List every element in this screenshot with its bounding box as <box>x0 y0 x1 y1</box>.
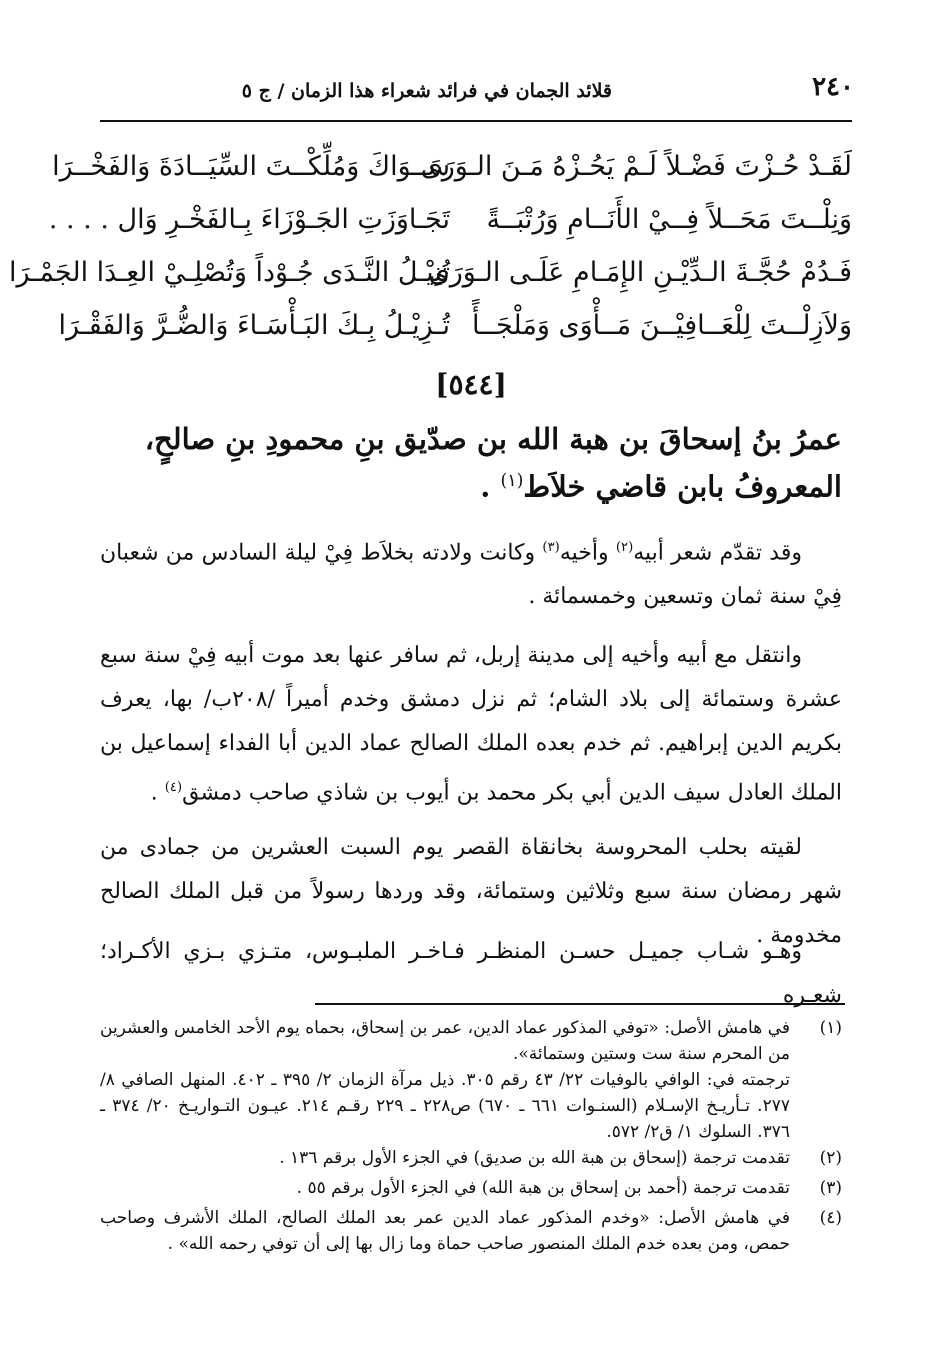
paragraph-text: لقيته بحلب المحروسة بخانقاة القصر يوم السبت العشرين من جمادى من شهر رمضان سنة سبع وثلاثين وستمائة، وقد وردها رسولاً من قبل الملك الصالح مخدومة . <box>100 835 842 948</box>
entry-title-line-2 <box>122 460 842 508</box>
poem-verse <box>58 299 852 352</box>
header-rule <box>100 120 852 122</box>
verse-first-hemistich: وَلاَزِلْــتَ لِلْعَــافِيْــنَ مَــأْوَى وَمَلْجَــأً <box>471 310 852 341</box>
paragraph-text <box>100 526 842 619</box>
poem-verse <box>48 193 852 246</box>
running-title: قلائد الجمان في فرائد شعراء هذا الزمان / ج ٥ <box>241 80 612 102</box>
entry-title-line-1: عمرُ بنُ إسحاقَ بن هبة الله بن صدّيق بنِ محمودِ بنِ صالحٍ، <box>144 422 842 456</box>
footnote-text: في هامش الأصل: «توفي المذكور عماد الدين، عمر بن إسحاق، بحماه يوم الأحد الخامس والعشرين من المحرم سنة ست وستين وستمائة». <box>100 1018 790 1064</box>
verse-first-hemistich: وَنِلْــتَ مَحَــلاً فِــيْ الأَنَــامِ وَرُتْبَــةً <box>486 204 852 235</box>
footnote-row <box>100 1015 842 1067</box>
footnote-ref: (٣) <box>542 540 560 555</box>
text-run: وأخيه <box>559 540 616 566</box>
entry-number: [٥٤٤] <box>435 368 507 401</box>
verse-second-hemistich: تُـزِيْـلُ بِـكَ البَـأْسَـاءَ وَالضُّـرَّ وَالفَقْـرَا <box>58 310 450 341</box>
entry-title <box>122 418 842 508</box>
footnote-text: في هامش الأصل: «وخدم المذكور عماد الدين عمر بعد الملك الصالح، الملك الأشرف وصاحب حمص، ومن بعده خدم الملك المنصور صاحب حماة وما زال بها إلى أن توفي رحمه الله» . <box>100 1208 790 1254</box>
text-run: . <box>150 780 165 806</box>
paragraph-text <box>100 634 842 815</box>
footnote-continuation: ترجمته في: الوافي بالوفيات ٢٢/ ٤٣ رقم ٣٠٥. ذيل مرآة الزمان ٢/ ٣٩٥ ـ ٤٠٢. المنهل الصافي ٨/ ٢٧٧. تـأريـخ الإسـلام (السنـوات ٦٦١ ـ ٦٧٠) ص٢٢٨ ـ ٢٢٩ رقـم ٢١٤. عيـون التـواريـخ ٢٠/ ٣٧٤ ـ ٣٧٦. السلوك ١/ ق٢/ ٥٧٢. <box>100 1070 790 1142</box>
footnote-ref: (٢) <box>615 540 634 555</box>
footnote <box>100 1175 842 1201</box>
paragraph-text: وهـو شـاب جميـل حسـن المنظـر فـاخـر الملبـوس، متـزي بـزي الأكـراد؛ شعـره <box>100 939 842 1008</box>
footnote <box>100 1015 842 1145</box>
footnote <box>100 1145 842 1171</box>
poem <box>9 140 852 352</box>
text-run: وانتقل مع أبيه وأخيه إلى مدينة إربل، ثم سافر عنها بعد موت أبيه فِيْ سنة سبع عشرة وستمائة إلى بلاد الشام؛ ثم نزل دمشق وخدم أميراً /٢٠٨ب/ بها، يعرف بكريم الدين إبراهيم. ثم خدم بعده الملك الصالح عماد الدين أبا الفداء إسماعيل بن الملك العادل سيف الدين أبي بكر محمد بن أيوب بن شاذي صاحب دمشق <box>100 643 843 806</box>
footnote-number: (١) <box>819 1018 842 1038</box>
footnote-number: (٢) <box>819 1148 842 1168</box>
text-run: وكانت ولادته بخلاَط فِيْ ليلة السادس من شعبان فِيْ سنة ثمان وتسعين وخمسمائة . <box>100 540 842 610</box>
verse-second-hemistich: تُنِيْـلُ النَّـدَى جُـوْداً وَتُصْلِـيْ العِـدَا الجَمْـرَا <box>9 257 450 288</box>
verse-second-hemistich: تَجَـاوَزَتِ الجَـوْزَاءَ بِـالفَخْـرِ وَال . . . . <box>48 204 450 235</box>
verse-first-hemistich: لَقَـدْ حُـزْتَ فَضْـلاً لَـمْ يَحُـزْهُ مَـنَ الـوَرَى <box>420 151 852 182</box>
paragraph-1 <box>100 526 842 619</box>
poem-verse <box>9 246 852 299</box>
paragraph-2 <box>100 634 842 815</box>
verse-first-hemistich: فَـدُمْ حُجَّـةَ الـدِّيْـنِ الإِمَـامِ عَلَـى الـوَرَى <box>428 257 852 288</box>
entry-title-text: المعروفُ بابن قاضي خلاَط <box>523 469 842 504</box>
footnote-rule <box>315 1003 845 1005</box>
poem-verse <box>52 140 852 193</box>
text-run: وقد تقدّم شعر أبيه <box>633 540 802 566</box>
verse-second-hemistich: سَــوَاكَ وَمُلِّكْــتَ السِّيَــادَةَ وَالفَخْــرَا <box>52 151 450 182</box>
footnote-text: تقدمت ترجمة (إسحاق بن هبة الله بن صديق) في الجزء الأول برقم ١٣٦ . <box>279 1148 790 1168</box>
page-number: ٢٤٠ <box>812 72 854 102</box>
footnote-ref: (٤) <box>164 780 183 795</box>
footnotes <box>100 1015 842 1257</box>
footnote <box>100 1205 842 1257</box>
footnote-number: (٣) <box>819 1178 842 1198</box>
footnote-number: (٤) <box>819 1208 842 1228</box>
footnote-ref: (١) <box>500 471 524 491</box>
entry-title-end: . <box>480 469 501 504</box>
footnote-text: تقدمت ترجمة (أحمد بن إسحاق بن هبة الله) في الجزء الأول برقم ٥٥ . <box>296 1178 790 1198</box>
